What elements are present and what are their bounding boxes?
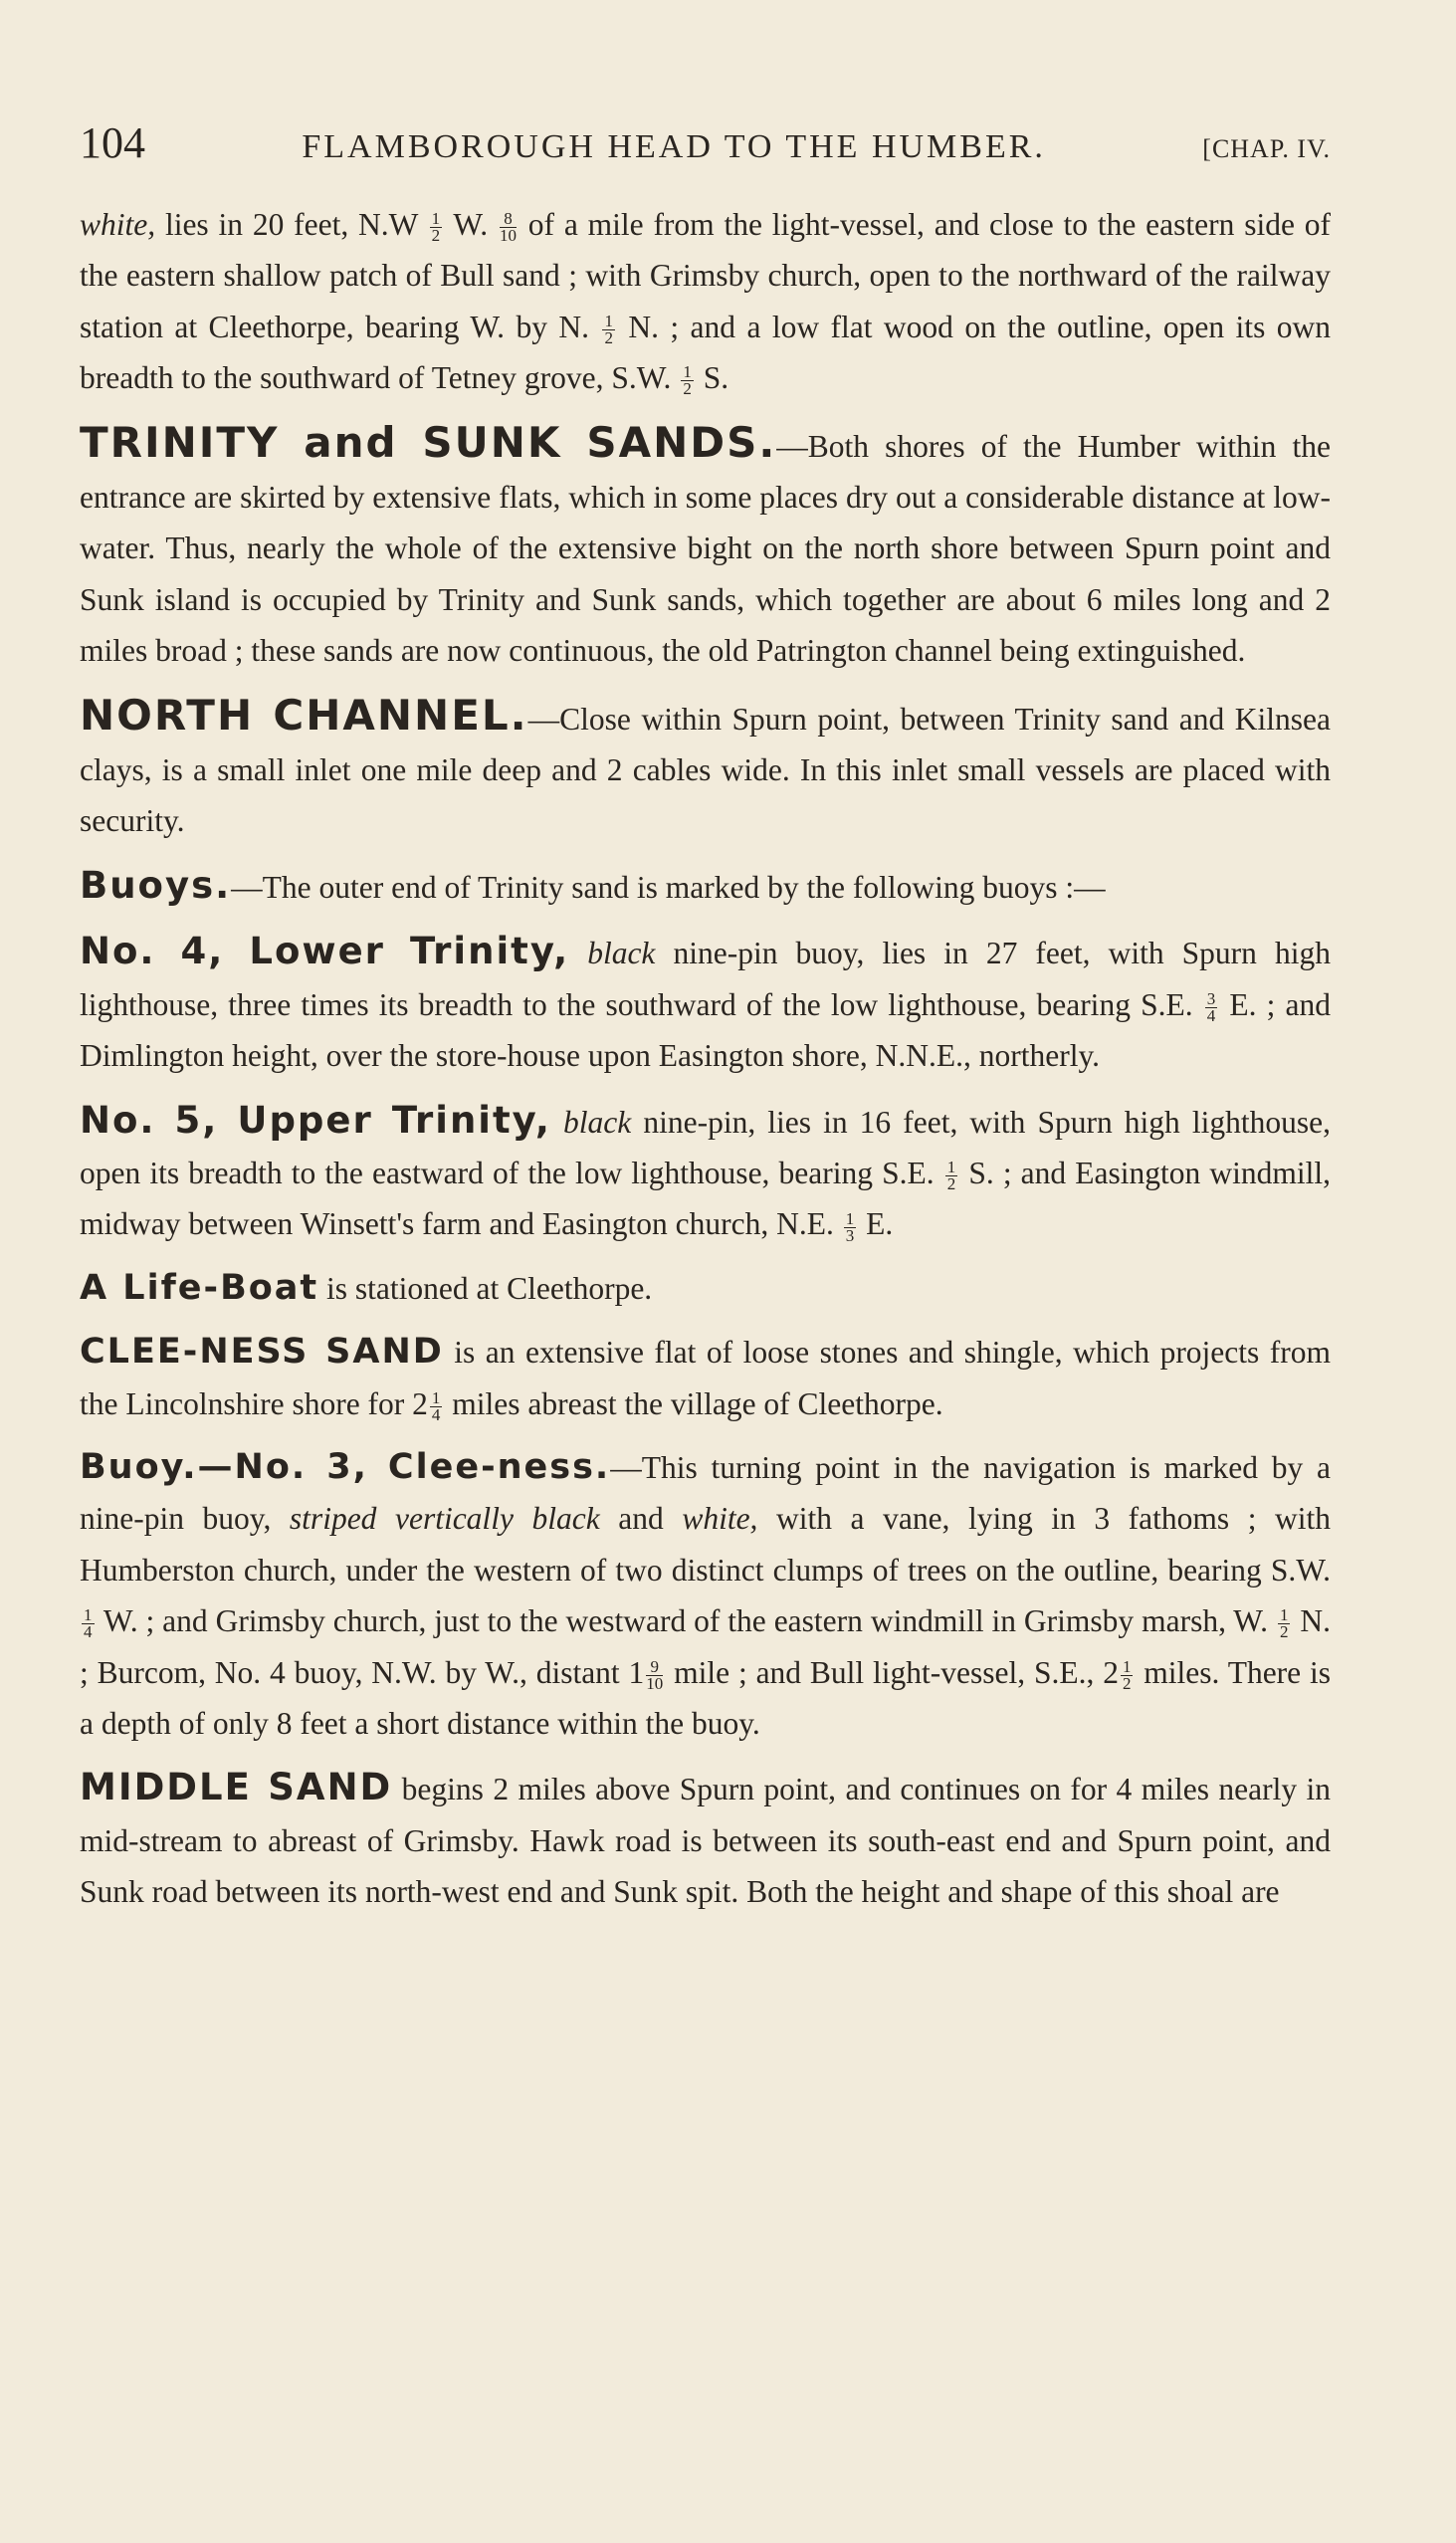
paragraph-trinity-sunk-sands (80, 417, 1331, 677)
fraction: $\frac{8}{10}$ (499, 209, 517, 246)
chapter-marker: [CHAP. IV. (1202, 134, 1331, 163)
section-heading: MIDDLE SAND (80, 1766, 393, 1809)
fraction: $\frac{1}{4}$ (84, 1605, 93, 1642)
text-run (551, 1105, 563, 1140)
text-run (569, 936, 587, 970)
section-heading: No. 5, Upper Trinity, (80, 1098, 551, 1142)
text-run: E. ; and Dimlington height, over the store-house upon Easington shore, N.N.E., northerly. (80, 986, 1331, 1074)
text-run: W. ; and Grimsby church, just to the westward of the eastern windmill in Grimsby marsh, W. (96, 1603, 1276, 1639)
italic-text: white, (80, 207, 156, 242)
text-run: N. ; Burcom, No. 4 buoy, N.W. by W., distant 1 (80, 1603, 1331, 1690)
section-heading: No. 4, Lower Trinity, (80, 930, 570, 973)
running-title: FLAMBOROUGH HEAD TO THE HUMBER. (302, 128, 1046, 165)
italic-text: striped vertically black (289, 1501, 600, 1537)
paragraph-north-channel (80, 690, 1331, 847)
paragraph-buoys (80, 860, 1331, 913)
section-heading: TRINITY and SUNK SANDS. (80, 417, 777, 467)
text-run: miles. There is a depth of only 8 feet a short distance within the buoy. (80, 1654, 1331, 1741)
paragraph-body: —Both shores of the Humber within the entrance are skirted by extensive flats, which in some places dry out a considerable distance at low-water. Thus, nearly the whole of the extensive bight on the north shore between Spurn point and Sunk island is occupied by Trinity and Sunk sands, which together are about 6 miles long and 2 miles broad ; these sands are now continuous, the old Patrington channel being extinguished. (80, 428, 1331, 669)
fraction: $\frac{9}{10}$ (646, 1656, 664, 1693)
section-heading: Buoys. (80, 863, 232, 907)
page-header (80, 117, 1331, 177)
fraction: $\frac{1}{2}$ (431, 209, 441, 246)
text-run: W. (444, 207, 498, 242)
text-run: mile ; and Bull light-vessel, S.E., 2 (665, 1654, 1119, 1690)
section-heading: NORTH CHANNEL. (80, 690, 528, 740)
paragraph-life-boat (80, 1263, 1331, 1314)
text-run: nine-pin buoy, lies in 27 feet, with Spurn high lighthouse, three times its breadth to the southward of the low lighthouse, bearing S.E. (80, 936, 1331, 1022)
page-number: 104 (80, 118, 145, 167)
fraction: $\frac{1}{4}$ (431, 1387, 441, 1424)
paragraph-body: —The outer end of Trinity sand is marked by the following buoys :— (231, 869, 1106, 905)
paragraph-body: is stationed at Cleethorpe. (318, 1270, 653, 1306)
paragraph-clee-ness-buoy (80, 1442, 1331, 1749)
text-run: nine-pin, lies in 16 feet, with Spurn high lighthouse, open its breadth to the eastward of the low lighthouse, bearing S.E. (80, 1104, 1332, 1190)
paragraph-lower-trinity (80, 926, 1331, 1081)
fraction: $\frac{1}{2}$ (946, 1158, 956, 1194)
fraction: $\frac{3}{4}$ (1206, 988, 1216, 1025)
italic-text: black (587, 936, 656, 971)
text-run: S. (695, 360, 729, 396)
italic-text: black (563, 1104, 632, 1140)
section-heading: CLEE-NESS SAND (80, 1332, 444, 1373)
text-run: lies in 20 feet, N.W (155, 207, 428, 242)
paragraph-upper-trinity (80, 1095, 1331, 1250)
text-run: and (599, 1501, 683, 1537)
text-run: of a mile from the light-vessel, and close to the eastern side of the eastern shallow patch of Bull sand ; with Grimsby church, open to the northward of the railway station at Cleethorpe, bearing W. by N. (80, 207, 1331, 344)
fraction: $\frac{1}{2}$ (683, 362, 692, 399)
text-run: —This turning point in the navigation is marked by a nine-pin buoy, (80, 1449, 1331, 1537)
section-heading: A Life-Boat (80, 1267, 319, 1308)
body-text (80, 199, 1331, 1918)
paragraph-clee-ness-sand (80, 1327, 1331, 1429)
text-run: S. ; and Easington windmill, midway between Winsett's farm and Easington church, N.E. (80, 1155, 1331, 1242)
text-run: miles abreast the village of Cleethorpe. (444, 1385, 943, 1421)
text-run: N. ; and a low flat wood on the outline, open its own breadth to the southward of Tetney grove, S.W. (80, 309, 1331, 396)
fraction: $\frac{1}{2}$ (1122, 1656, 1132, 1693)
text-run: is an extensive flat of loose stones and shingle, which projects from the Lincolnshire shore for 2 (80, 1335, 1331, 1421)
paragraph-middle-sand (80, 1762, 1331, 1917)
fraction: $\frac{1}{2}$ (604, 312, 613, 348)
fraction: $\frac{1}{3}$ (845, 1208, 855, 1245)
paragraph-body: begins 2 miles above Spurn point, and continues on for 4 miles nearly in mid-stream to abreast of Grimsby. Hawk road is between its south-east end and Spurn point, and Sunk road between its north-west end and Sunk spit. Both the height and shape of this shoal are (80, 1772, 1331, 1910)
text-run: E. (858, 1206, 894, 1242)
text-run: with a vane, lying in 3 fathoms ; with Humberston church, under the western of two distinct clumps of trees on the outline, bearing S.W. (80, 1501, 1332, 1588)
section-heading: Buoy.—No. 3, Clee-ness. (80, 1446, 611, 1487)
paragraph-body: —Close within Spurn point, between Trinity sand and Kilnsea clays, is a small inlet one mile deep and 2 cables wide. In this inlet small vessels are placed with security. (80, 701, 1332, 839)
italic-text: white, (682, 1501, 758, 1537)
fraction: $\frac{1}{2}$ (1279, 1605, 1289, 1642)
paragraph-continued (80, 199, 1331, 404)
